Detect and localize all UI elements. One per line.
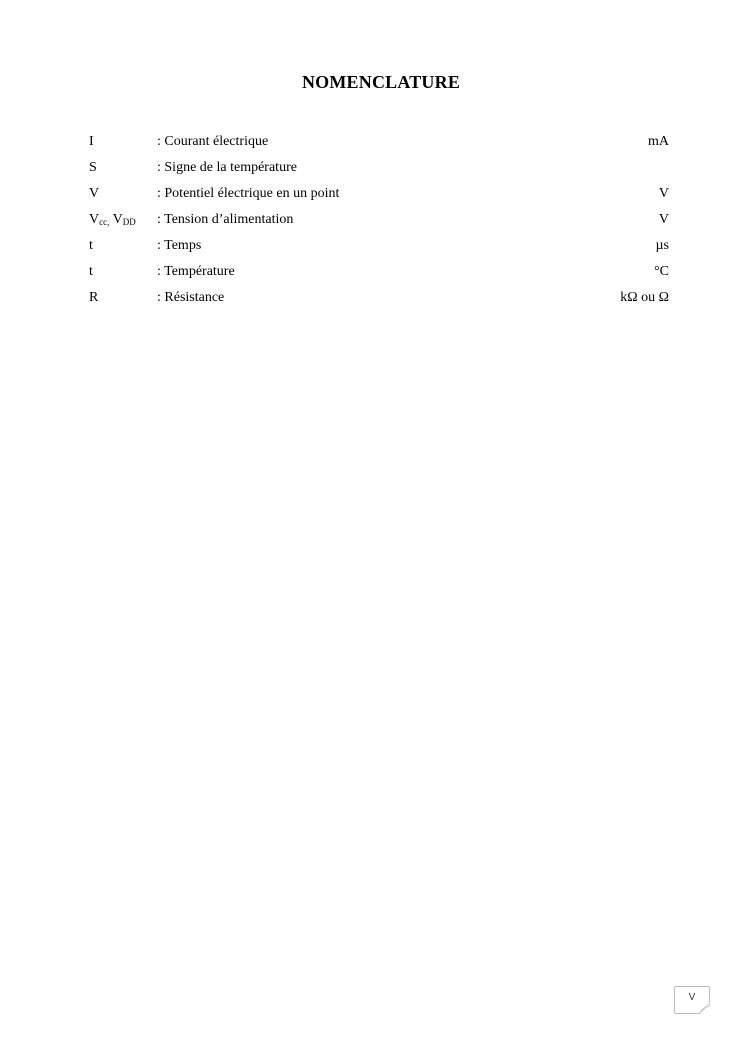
nomenclature-description: : Courant électrique <box>157 134 269 149</box>
nomenclature-description: : Résistance <box>157 290 225 305</box>
nomenclature-symbol: I <box>89 134 94 149</box>
nomenclature-row-temperature-sign <box>89 159 669 185</box>
nomenclature-row-temperature <box>89 263 669 289</box>
nomenclature-symbol: R <box>89 290 99 305</box>
nomenclature-unit: µs <box>655 238 669 253</box>
nomenclature-description: : Signe de la température <box>157 160 297 175</box>
symbol-main-v: V <box>89 212 100 227</box>
nomenclature-symbol: t <box>89 238 93 253</box>
symbol-subscript-dd: DD <box>122 217 136 227</box>
nomenclature-row-supply-voltage <box>89 211 669 237</box>
nomenclature-symbol: V <box>89 186 100 201</box>
nomenclature-unit: V <box>658 212 669 227</box>
nomenclature-row-current <box>89 133 669 159</box>
nomenclature-unit: V <box>658 186 669 201</box>
nomenclature-symbol: S <box>89 160 97 175</box>
symbol-subscript-cc: cc, <box>99 217 110 227</box>
nomenclature-row-resistance <box>89 289 669 315</box>
nomenclature-unit: kΩ ou Ω <box>620 290 669 305</box>
nomenclature-description: : Potentiel électrique en un point <box>157 186 340 201</box>
nomenclature-unit: °C <box>654 264 669 279</box>
nomenclature-description: : Température <box>157 264 235 279</box>
page-number-box <box>674 986 710 1014</box>
nomenclature-unit: mA <box>648 134 669 149</box>
page-number: V <box>688 992 696 1003</box>
nomenclature-list <box>89 133 669 315</box>
page-curl-icon <box>698 1002 710 1014</box>
symbol-main-v: V <box>109 212 123 227</box>
nomenclature-symbol <box>89 211 136 229</box>
nomenclature-row-potential <box>89 185 669 211</box>
nomenclature-description: : Tension d’alimentation <box>157 212 294 227</box>
nomenclature-description: : Temps <box>157 238 202 253</box>
page-title: NOMENCLATURE <box>301 72 461 92</box>
nomenclature-row-time <box>89 237 669 263</box>
nomenclature-symbol: t <box>89 264 93 279</box>
